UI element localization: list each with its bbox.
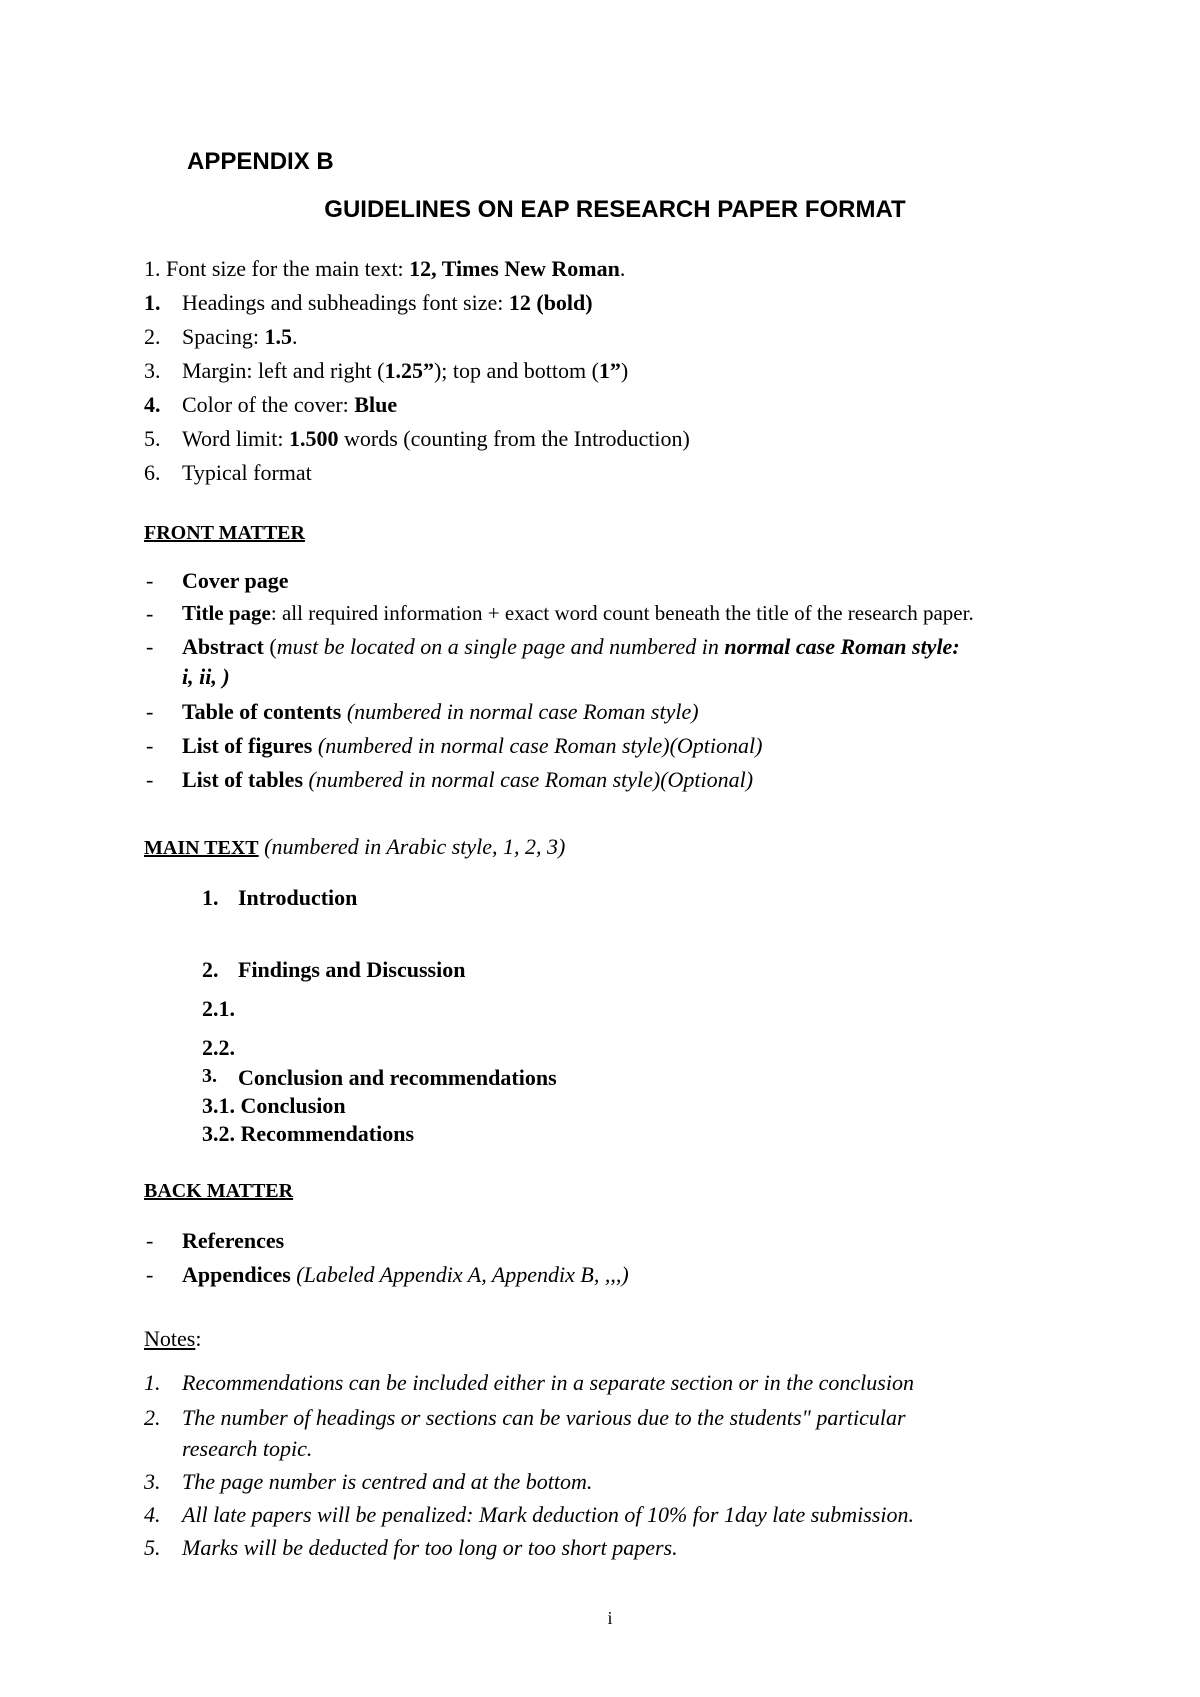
item-value: 12, Times New Roman: [409, 256, 620, 281]
item-value: Blue: [354, 392, 398, 417]
item-value: 1”: [598, 358, 621, 383]
note-text: The number of headings or sections can be various due to the students" particular: [182, 1405, 906, 1430]
item-number: 6.: [144, 460, 161, 485]
item-text: Typical format: [182, 460, 312, 485]
front-matter-heading: FRONT MATTER: [144, 522, 305, 544]
note-text: The page number is centred and at the bottom.: [182, 1469, 593, 1494]
item-text: .: [619, 256, 626, 281]
list-item: Table of contents (numbered in normal case Roman style): [182, 699, 699, 724]
list-item: References: [182, 1228, 285, 1253]
list-item: Appendices (Labeled Appendix A, Appendix B, ,,,): [182, 1262, 629, 1287]
note-number: 2.: [144, 1405, 161, 1430]
item-number: 2.: [144, 324, 161, 349]
item-text: Color of the cover:: [182, 392, 355, 417]
item-value: 1.5: [264, 324, 292, 349]
appendix-label: APPENDIX B: [187, 148, 334, 175]
note-number: 3.: [144, 1469, 161, 1494]
outline-label: Conclusion and recommendations: [238, 1065, 557, 1090]
item-number: 5.: [144, 426, 161, 451]
main-text-heading: MAIN TEXT (numbered in Arabic style, 1, 2, 3): [144, 834, 566, 859]
item-text: .: [292, 324, 298, 349]
dash-bullet: -: [146, 699, 154, 724]
note-text: All late papers will be penalized: Mark deduction of 10% for 1day late submission.: [182, 1502, 915, 1527]
item-number: 1.: [144, 256, 161, 281]
item-number: 3.: [144, 358, 161, 383]
notes-heading: Notes:: [144, 1326, 202, 1351]
outline-label: Findings and Discussion: [238, 957, 466, 982]
list-item: Cover page: [182, 568, 289, 593]
item-number: 1.: [144, 290, 161, 315]
outline-label: Introduction: [238, 885, 358, 910]
item-text: Headings and subheadings font size:: [182, 290, 509, 315]
item-text: Margin: left and right (: [182, 358, 385, 383]
list-item: Abstract (must be located on a single page and numbered in normal case Roman style:: [182, 634, 960, 659]
note-number: 1.: [144, 1370, 161, 1395]
page-number: i: [607, 1608, 613, 1628]
list-item: Title page: all required information + exact word count beneath the title of the research paper.: [182, 601, 974, 625]
outline-number: 2.: [202, 957, 219, 982]
item-value: 12 (bold): [508, 290, 593, 315]
outline-number: 2.2.: [202, 1035, 235, 1060]
item-text: ); top and bottom (: [433, 358, 599, 383]
dash-bullet: -: [146, 634, 154, 659]
list-item-continuation: i, ii, ): [182, 664, 230, 689]
item-text: Font size for the main text:: [166, 256, 410, 281]
format-item: [144, 256, 625, 282]
page-title: GUIDELINES ON EAP RESEARCH PAPER FORMAT: [324, 196, 906, 223]
item-text: Word limit:: [182, 426, 290, 451]
dash-bullet: -: [146, 733, 154, 758]
list-item: List of figures (numbered in normal case Roman style)(Optional): [182, 733, 763, 758]
dash-bullet: -: [146, 767, 154, 792]
note-text: Marks will be deducted for too long or too short papers.: [182, 1535, 678, 1560]
back-matter-heading: BACK MATTER: [144, 1180, 294, 1202]
note-number: 4.: [144, 1502, 161, 1527]
outline-number: 1.: [202, 885, 219, 910]
dash-bullet: -: [146, 1262, 154, 1287]
dash-bullet: -: [146, 568, 154, 593]
list-item: List of tables (numbered in normal case Roman style)(Optional): [182, 767, 754, 792]
item-value: 1.25”: [384, 358, 434, 383]
item-text: ): [620, 358, 629, 383]
note-text: Recommendations can be included either in a separate section or in the conclusion: [182, 1370, 914, 1395]
dash-bullet: -: [146, 1228, 154, 1253]
item-text: Spacing:: [182, 324, 265, 349]
outline-item: 3.2. Recommendations: [202, 1121, 415, 1146]
item-value: 1.500: [289, 426, 339, 451]
item-text: words (counting from the Introduction): [338, 426, 690, 451]
note-number: 5.: [144, 1535, 161, 1560]
outline-number: 3.: [202, 1065, 217, 1087]
dash-bullet: -: [146, 601, 154, 626]
outline-item: 3.1. Conclusion: [202, 1093, 346, 1118]
outline-number: 2.1.: [202, 996, 235, 1021]
note-text-continuation: research topic.: [182, 1436, 313, 1461]
item-number: 4.: [144, 392, 161, 417]
